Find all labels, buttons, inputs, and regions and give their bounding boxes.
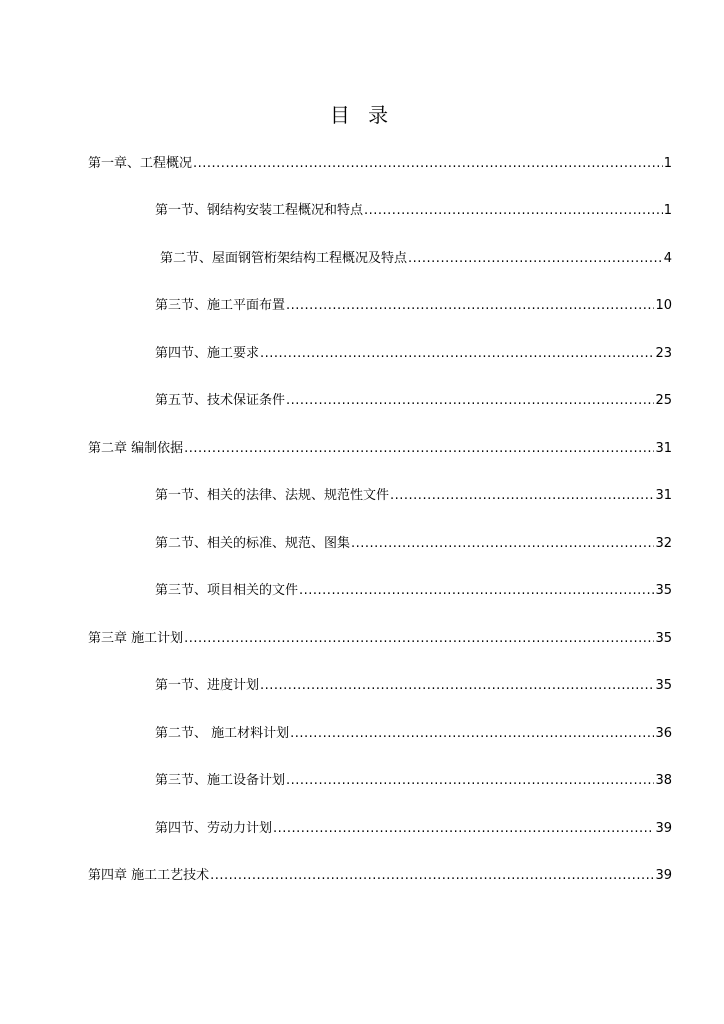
toc-entry-section-2-3[interactable] (0, 568, 724, 616)
toc-leader-dots (273, 821, 654, 837)
toc-entry-label: 第三节、施工平面布置 (155, 298, 286, 314)
toc-entry-section-1-5[interactable] (0, 378, 724, 426)
toc-entry-chapter-2[interactable] (0, 425, 724, 473)
toc-entry-section-3-2[interactable] (0, 710, 724, 758)
toc-entry-page-number: 39 (655, 820, 672, 836)
toc-entry-section-3-4[interactable] (0, 805, 724, 853)
toc-title: 目 录 (329, 103, 395, 127)
toc-leader-dots (193, 156, 663, 172)
toc-entry-page-number: 39 (655, 868, 672, 884)
toc-entry-page-number: 1 (663, 155, 672, 171)
toc-entry-label: 第四节、施工要求 (155, 345, 260, 361)
toc-entry-label: 第二章 编制依据 (88, 440, 184, 456)
toc-leader-dots (184, 631, 654, 647)
toc-entry-section-2-2[interactable] (0, 520, 724, 568)
toc-entry-page-number: 35 (655, 630, 672, 646)
toc-entry-section-3-1[interactable] (0, 663, 724, 711)
toc-entry-label: 第一节、相关的法律、法规、规范性文件 (155, 488, 390, 504)
toc-entry-section-1-1[interactable] (0, 188, 724, 236)
toc-entry-section-3-3[interactable] (0, 758, 724, 806)
toc-entry-section-2-1[interactable] (0, 473, 724, 521)
toc-leader-dots (351, 536, 654, 552)
toc-leader-dots (286, 773, 654, 789)
toc-entry-page-number: 10 (655, 298, 672, 314)
toc-entry-label: 第四章 施工工艺技术 (88, 868, 210, 884)
toc-leader-dots (408, 251, 663, 267)
toc-leader-dots (290, 726, 654, 742)
toc-leader-dots (260, 678, 654, 694)
toc-entry-section-1-4[interactable] (0, 330, 724, 378)
toc-entry-page-number: 38 (655, 773, 672, 789)
toc-entry-chapter-4[interactable] (0, 853, 724, 901)
toc-leader-dots (299, 583, 654, 599)
toc-entry-label: 第一节、钢结构安装工程概况和特点 (155, 203, 364, 219)
toc-leader-dots (260, 346, 654, 362)
toc-entry-label: 第二节、 施工材料计划 (155, 725, 290, 741)
toc-list (0, 140, 724, 900)
toc-entry-page-number: 31 (655, 488, 672, 504)
toc-entry-chapter-3[interactable] (0, 615, 724, 663)
toc-entry-page-number: 35 (655, 678, 672, 694)
toc-entry-page-number: 23 (655, 345, 672, 361)
toc-entry-label: 第二节、屋面钢管桁架结构工程概况及特点 (160, 250, 408, 266)
toc-entry-page-number: 4 (663, 250, 672, 266)
toc-entry-label: 第三章 施工计划 (88, 630, 184, 646)
toc-entry-section-1-2[interactable] (0, 235, 724, 283)
toc-leader-dots (390, 488, 654, 504)
toc-leader-dots (184, 441, 654, 457)
toc-entry-label: 第三节、项目相关的文件 (155, 583, 299, 599)
toc-entry-label: 第二节、相关的标准、规范、图集 (155, 535, 351, 551)
toc-entry-label: 第四节、劳动力计划 (155, 820, 273, 836)
toc-leader-dots (210, 868, 654, 884)
toc-entry-page-number: 31 (655, 440, 672, 456)
toc-entry-label: 第一章、工程概况 (88, 155, 193, 171)
toc-entry-page-number: 25 (655, 393, 672, 409)
toc-entry-label: 第五节、技术保证条件 (155, 393, 286, 409)
toc-entry-page-number: 35 (655, 583, 672, 599)
toc-entry-label: 第三节、施工设备计划 (155, 773, 286, 789)
toc-entry-chapter-1[interactable] (0, 140, 724, 188)
toc-leader-dots (286, 298, 654, 314)
toc-leader-dots (364, 203, 663, 219)
toc-entry-label: 第一节、进度计划 (155, 678, 260, 694)
toc-entry-section-1-3[interactable] (0, 283, 724, 331)
toc-entry-page-number: 1 (663, 203, 672, 219)
toc-entry-page-number: 32 (655, 535, 672, 551)
toc-entry-page-number: 36 (655, 725, 672, 741)
toc-leader-dots (286, 393, 654, 409)
